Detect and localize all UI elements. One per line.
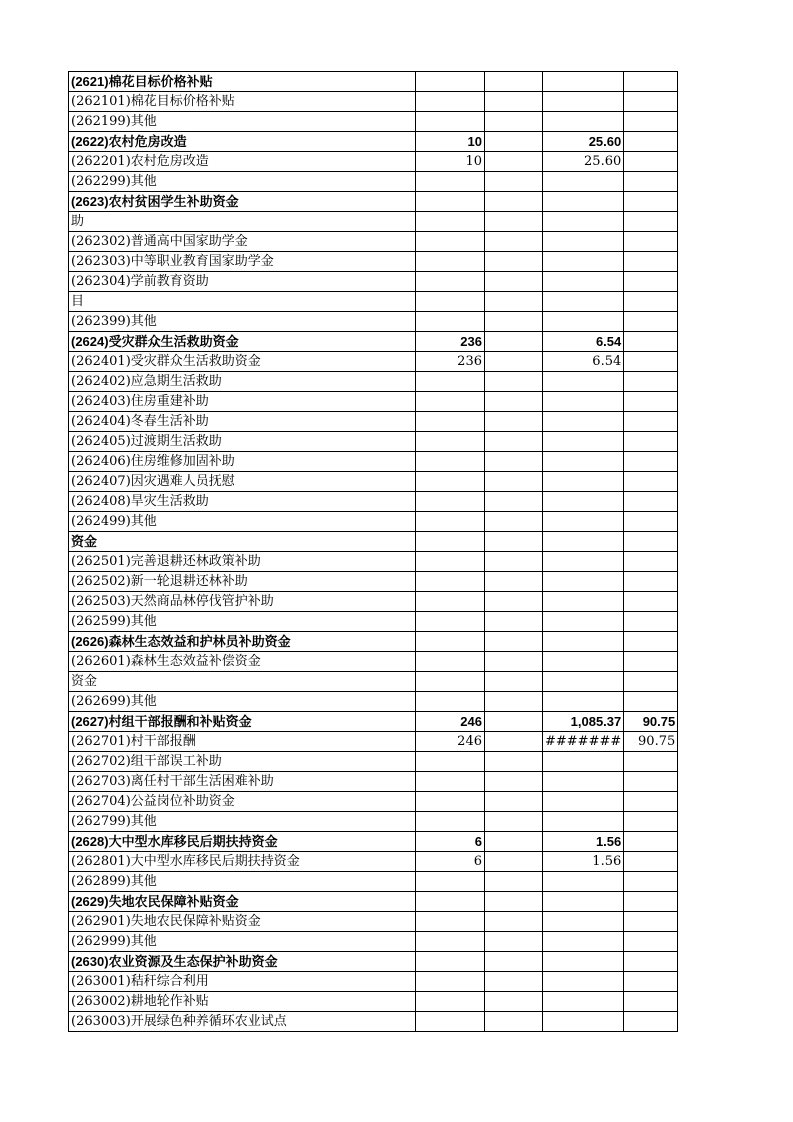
value-cell-1: 6 bbox=[416, 852, 485, 872]
value-cell-3 bbox=[543, 72, 624, 92]
value-cell-1 bbox=[416, 972, 485, 992]
value-cell-2 bbox=[485, 392, 543, 412]
value-cell-1 bbox=[416, 72, 485, 92]
row-name-cell: (2621)棉花目标价格补贴 bbox=[69, 72, 416, 92]
value-cell-3 bbox=[543, 432, 624, 452]
value-cell-4 bbox=[624, 992, 678, 1012]
item-row bbox=[69, 492, 678, 512]
value-cell-1 bbox=[416, 1012, 485, 1032]
row-name-cell: (263003)开展绿色种养循环农业试点 bbox=[69, 1012, 416, 1032]
row-name-cell: (262704)公益岗位补助资金 bbox=[69, 792, 416, 812]
row-name-cell: (262302)普通高中国家助学金 bbox=[69, 232, 416, 252]
value-cell-4 bbox=[624, 772, 678, 792]
item-row bbox=[69, 272, 678, 292]
value-cell-4 bbox=[624, 232, 678, 252]
value-cell-4 bbox=[624, 852, 678, 872]
row-name-cell: (262699)其他 bbox=[69, 692, 416, 712]
value-cell-1 bbox=[416, 692, 485, 712]
value-cell-4 bbox=[624, 312, 678, 332]
value-cell-4 bbox=[624, 472, 678, 492]
value-cell-3 bbox=[543, 552, 624, 572]
category-row bbox=[69, 952, 678, 972]
value-cell-1 bbox=[416, 252, 485, 272]
value-cell-4 bbox=[624, 212, 678, 232]
value-cell-2 bbox=[485, 332, 543, 352]
value-cell-2 bbox=[485, 212, 543, 232]
value-cell-2 bbox=[485, 792, 543, 812]
row-name-cell: (2622)农村危房改造 bbox=[69, 132, 416, 152]
value-cell-1 bbox=[416, 492, 485, 512]
value-cell-3 bbox=[543, 652, 624, 672]
value-cell-2 bbox=[485, 552, 543, 572]
budget-table bbox=[68, 71, 678, 1032]
value-cell-4 bbox=[624, 172, 678, 192]
item-row bbox=[69, 572, 678, 592]
row-name-cell: (262799)其他 bbox=[69, 812, 416, 832]
value-cell-1: 246 bbox=[416, 732, 485, 752]
value-cell-4 bbox=[624, 452, 678, 472]
value-cell-4 bbox=[624, 912, 678, 932]
value-cell-3 bbox=[543, 292, 624, 312]
value-cell-4 bbox=[624, 932, 678, 952]
value-cell-1 bbox=[416, 592, 485, 612]
row-name-cell: (262304)学前教育资助 bbox=[69, 272, 416, 292]
value-cell-4 bbox=[624, 672, 678, 692]
category-row bbox=[69, 192, 678, 212]
value-cell-1 bbox=[416, 212, 485, 232]
value-cell-3 bbox=[543, 272, 624, 292]
item-row bbox=[69, 352, 678, 372]
value-cell-4 bbox=[624, 952, 678, 972]
item-row bbox=[69, 752, 678, 772]
row-name-cell: (2629)失地农民保障补贴资金 bbox=[69, 892, 416, 912]
value-cell-1 bbox=[416, 612, 485, 632]
row-name-cell: (2627)村组干部报酬和补贴资金 bbox=[69, 712, 416, 732]
value-cell-1: 10 bbox=[416, 132, 485, 152]
value-cell-1 bbox=[416, 272, 485, 292]
value-cell-3 bbox=[543, 672, 624, 692]
value-cell-3 bbox=[543, 752, 624, 772]
value-cell-1: 236 bbox=[416, 332, 485, 352]
item-row bbox=[69, 432, 678, 452]
value-cell-3: 6.54 bbox=[543, 332, 624, 352]
value-cell-1 bbox=[416, 992, 485, 1012]
value-cell-1 bbox=[416, 812, 485, 832]
value-cell-2 bbox=[485, 912, 543, 932]
row-name-cell: (262899)其他 bbox=[69, 872, 416, 892]
row-name-cell: (262901)失地农民保障补贴资金 bbox=[69, 912, 416, 932]
value-cell-4 bbox=[624, 372, 678, 392]
value-cell-3: 25.60 bbox=[543, 132, 624, 152]
item-row bbox=[69, 92, 678, 112]
value-cell-4 bbox=[624, 592, 678, 612]
row-name-cell: (262703)离任村干部生活困难补助 bbox=[69, 772, 416, 792]
value-cell-3: 1.56 bbox=[543, 852, 624, 872]
row-name-cell: (262499)其他 bbox=[69, 512, 416, 532]
value-cell-3 bbox=[543, 472, 624, 492]
value-cell-1 bbox=[416, 872, 485, 892]
value-cell-2 bbox=[485, 272, 543, 292]
value-cell-1 bbox=[416, 192, 485, 212]
value-cell-2 bbox=[485, 372, 543, 392]
value-cell-2 bbox=[485, 532, 543, 552]
item-row bbox=[69, 912, 678, 932]
category-row bbox=[69, 712, 678, 732]
value-cell-1 bbox=[416, 652, 485, 672]
value-cell-1: 236 bbox=[416, 352, 485, 372]
value-cell-3 bbox=[543, 112, 624, 132]
item-row bbox=[69, 312, 678, 332]
item-row bbox=[69, 1012, 678, 1032]
value-cell-3 bbox=[543, 252, 624, 272]
value-cell-3 bbox=[543, 1012, 624, 1032]
value-cell-4 bbox=[624, 972, 678, 992]
value-cell-2 bbox=[485, 172, 543, 192]
row-name-cell: (262406)住房维修加固补助 bbox=[69, 452, 416, 472]
value-cell-4 bbox=[624, 352, 678, 372]
value-cell-3 bbox=[543, 932, 624, 952]
item-row bbox=[69, 212, 678, 232]
value-cell-2 bbox=[485, 252, 543, 272]
row-name-cell: (262399)其他 bbox=[69, 312, 416, 332]
value-cell-4 bbox=[624, 192, 678, 212]
value-cell-3 bbox=[543, 892, 624, 912]
category-row bbox=[69, 892, 678, 912]
value-cell-1 bbox=[416, 552, 485, 572]
value-cell-2 bbox=[485, 812, 543, 832]
value-cell-2 bbox=[485, 452, 543, 472]
row-name-cell: (2628)大中型水库移民后期扶持资金 bbox=[69, 832, 416, 852]
item-row bbox=[69, 292, 678, 312]
row-name-cell: (262801)大中型水库移民后期扶持资金 bbox=[69, 852, 416, 872]
value-cell-4 bbox=[624, 692, 678, 712]
value-cell-3: 25.60 bbox=[543, 152, 624, 172]
item-row bbox=[69, 452, 678, 472]
value-cell-4 bbox=[624, 572, 678, 592]
item-row bbox=[69, 152, 678, 172]
value-cell-3 bbox=[543, 452, 624, 472]
row-name-cell: (2626)森林生态效益和护林员补助资金 bbox=[69, 632, 416, 652]
category-row bbox=[69, 72, 678, 92]
item-row bbox=[69, 852, 678, 872]
value-cell-1 bbox=[416, 772, 485, 792]
value-cell-3 bbox=[543, 92, 624, 112]
item-row bbox=[69, 772, 678, 792]
row-name-cell: (262199)其他 bbox=[69, 112, 416, 132]
value-cell-2 bbox=[485, 92, 543, 112]
row-name-cell: (262503)天然商品林停伐管护补助 bbox=[69, 592, 416, 612]
value-cell-4 bbox=[624, 652, 678, 672]
category-row bbox=[69, 132, 678, 152]
value-cell-4 bbox=[624, 832, 678, 852]
row-name-cell: (262999)其他 bbox=[69, 932, 416, 952]
value-cell-2 bbox=[485, 352, 543, 372]
value-cell-2 bbox=[485, 472, 543, 492]
row-name-cell: 目 bbox=[69, 292, 416, 312]
value-cell-3 bbox=[543, 392, 624, 412]
value-cell-2 bbox=[485, 432, 543, 452]
value-cell-2 bbox=[485, 72, 543, 92]
value-cell-3 bbox=[543, 992, 624, 1012]
value-cell-3: 1,085.37 bbox=[543, 712, 624, 732]
item-row bbox=[69, 812, 678, 832]
row-name-cell: (262702)组干部误工补助 bbox=[69, 752, 416, 772]
row-name-cell: (262403)住房重建补助 bbox=[69, 392, 416, 412]
value-cell-1 bbox=[416, 232, 485, 252]
value-cell-1 bbox=[416, 792, 485, 812]
item-row bbox=[69, 672, 678, 692]
value-cell-2 bbox=[485, 1012, 543, 1032]
row-name-cell: (262599)其他 bbox=[69, 612, 416, 632]
value-cell-2 bbox=[485, 492, 543, 512]
value-cell-3: ####### bbox=[543, 732, 624, 752]
value-cell-2 bbox=[485, 632, 543, 652]
value-cell-2 bbox=[485, 652, 543, 672]
value-cell-2 bbox=[485, 992, 543, 1012]
value-cell-3 bbox=[543, 872, 624, 892]
row-name-cell: (263001)秸秆综合利用 bbox=[69, 972, 416, 992]
value-cell-1 bbox=[416, 92, 485, 112]
value-cell-4 bbox=[624, 412, 678, 432]
value-cell-4 bbox=[624, 892, 678, 912]
value-cell-3 bbox=[543, 192, 624, 212]
value-cell-4 bbox=[624, 272, 678, 292]
value-cell-1 bbox=[416, 472, 485, 492]
value-cell-1: 246 bbox=[416, 712, 485, 732]
item-row bbox=[69, 112, 678, 132]
value-cell-4 bbox=[624, 92, 678, 112]
value-cell-3 bbox=[543, 792, 624, 812]
item-row bbox=[69, 992, 678, 1012]
row-name-cell: (262299)其他 bbox=[69, 172, 416, 192]
value-cell-4 bbox=[624, 1012, 678, 1032]
value-cell-4 bbox=[624, 612, 678, 632]
item-row bbox=[69, 472, 678, 492]
row-name-cell: (262501)完善退耕还林政策补助 bbox=[69, 552, 416, 572]
row-name-cell: 助 bbox=[69, 212, 416, 232]
value-cell-1 bbox=[416, 932, 485, 952]
value-cell-4 bbox=[624, 292, 678, 312]
value-cell-3: 1.56 bbox=[543, 832, 624, 852]
value-cell-4: 90.75 bbox=[624, 712, 678, 732]
row-name-cell: (262408)旱灾生活救助 bbox=[69, 492, 416, 512]
row-name-cell: (262201)农村危房改造 bbox=[69, 152, 416, 172]
value-cell-2 bbox=[485, 572, 543, 592]
row-name-cell: (2623)农村贫困学生补助资金 bbox=[69, 192, 416, 212]
value-cell-3 bbox=[543, 532, 624, 552]
value-cell-3 bbox=[543, 692, 624, 712]
value-cell-1 bbox=[416, 172, 485, 192]
value-cell-2 bbox=[485, 692, 543, 712]
value-cell-3 bbox=[543, 812, 624, 832]
value-cell-4 bbox=[624, 392, 678, 412]
value-cell-3 bbox=[543, 372, 624, 392]
row-name-cell: (262303)中等职业教育国家助学金 bbox=[69, 252, 416, 272]
value-cell-2 bbox=[485, 132, 543, 152]
value-cell-4 bbox=[624, 792, 678, 812]
row-name-cell: (262401)受灾群众生活救助资金 bbox=[69, 352, 416, 372]
item-row bbox=[69, 732, 678, 752]
value-cell-1 bbox=[416, 752, 485, 772]
value-cell-1 bbox=[416, 532, 485, 552]
value-cell-2 bbox=[485, 292, 543, 312]
category-row bbox=[69, 632, 678, 652]
value-cell-2 bbox=[485, 872, 543, 892]
row-name-cell: (262402)应急期生活救助 bbox=[69, 372, 416, 392]
value-cell-4 bbox=[624, 72, 678, 92]
value-cell-2 bbox=[485, 112, 543, 132]
row-name-cell: 资金 bbox=[69, 532, 416, 552]
value-cell-3 bbox=[543, 592, 624, 612]
value-cell-3 bbox=[543, 172, 624, 192]
value-cell-1 bbox=[416, 672, 485, 692]
row-name-cell: (262101)棉花目标价格补贴 bbox=[69, 92, 416, 112]
item-row bbox=[69, 392, 678, 412]
row-name-cell: 资金 bbox=[69, 672, 416, 692]
item-row bbox=[69, 412, 678, 432]
item-row bbox=[69, 612, 678, 632]
value-cell-1 bbox=[416, 312, 485, 332]
value-cell-4: 90.75 bbox=[624, 732, 678, 752]
value-cell-2 bbox=[485, 152, 543, 172]
value-cell-2 bbox=[485, 832, 543, 852]
item-row bbox=[69, 972, 678, 992]
value-cell-3 bbox=[543, 312, 624, 332]
value-cell-2 bbox=[485, 712, 543, 732]
row-name-cell: (262701)村干部报酬 bbox=[69, 732, 416, 752]
value-cell-4 bbox=[624, 132, 678, 152]
item-row bbox=[69, 372, 678, 392]
value-cell-1 bbox=[416, 572, 485, 592]
item-row bbox=[69, 592, 678, 612]
row-name-cell: (262407)因灾遇难人员抚慰 bbox=[69, 472, 416, 492]
value-cell-3 bbox=[543, 412, 624, 432]
value-cell-1 bbox=[416, 292, 485, 312]
value-cell-1 bbox=[416, 392, 485, 412]
item-row bbox=[69, 652, 678, 672]
value-cell-2 bbox=[485, 412, 543, 432]
row-name-cell: (263002)耕地轮作补贴 bbox=[69, 992, 416, 1012]
value-cell-1 bbox=[416, 912, 485, 932]
item-row bbox=[69, 512, 678, 532]
value-cell-2 bbox=[485, 852, 543, 872]
value-cell-2 bbox=[485, 592, 543, 612]
value-cell-4 bbox=[624, 152, 678, 172]
value-cell-1 bbox=[416, 372, 485, 392]
row-name-cell: (262405)过渡期生活救助 bbox=[69, 432, 416, 452]
value-cell-1: 6 bbox=[416, 832, 485, 852]
item-row bbox=[69, 232, 678, 252]
value-cell-2 bbox=[485, 892, 543, 912]
value-cell-2 bbox=[485, 512, 543, 532]
value-cell-3 bbox=[543, 572, 624, 592]
item-row bbox=[69, 872, 678, 892]
item-row bbox=[69, 792, 678, 812]
item-row bbox=[69, 172, 678, 192]
value-cell-2 bbox=[485, 672, 543, 692]
value-cell-3 bbox=[543, 612, 624, 632]
value-cell-2 bbox=[485, 732, 543, 752]
value-cell-1 bbox=[416, 432, 485, 452]
value-cell-4 bbox=[624, 492, 678, 512]
value-cell-1 bbox=[416, 512, 485, 532]
value-cell-2 bbox=[485, 192, 543, 212]
category-row bbox=[69, 832, 678, 852]
value-cell-4 bbox=[624, 332, 678, 352]
value-cell-1 bbox=[416, 952, 485, 972]
value-cell-2 bbox=[485, 932, 543, 952]
value-cell-3 bbox=[543, 972, 624, 992]
row-name-cell: (262404)冬春生活补助 bbox=[69, 412, 416, 432]
value-cell-4 bbox=[624, 632, 678, 652]
value-cell-3 bbox=[543, 212, 624, 232]
item-row bbox=[69, 932, 678, 952]
value-cell-4 bbox=[624, 812, 678, 832]
value-cell-1 bbox=[416, 632, 485, 652]
budget-table-body bbox=[69, 72, 678, 1032]
row-name-cell: (262502)新一轮退耕还林补助 bbox=[69, 572, 416, 592]
value-cell-4 bbox=[624, 512, 678, 532]
value-cell-1 bbox=[416, 452, 485, 472]
row-name-cell: (2624)受灾群众生活救助资金 bbox=[69, 332, 416, 352]
value-cell-2 bbox=[485, 612, 543, 632]
value-cell-2 bbox=[485, 312, 543, 332]
value-cell-1 bbox=[416, 112, 485, 132]
value-cell-4 bbox=[624, 532, 678, 552]
value-cell-3 bbox=[543, 912, 624, 932]
value-cell-2 bbox=[485, 772, 543, 792]
value-cell-2 bbox=[485, 952, 543, 972]
row-name-cell: (2630)农业资源及生态保护补助资金 bbox=[69, 952, 416, 972]
value-cell-2 bbox=[485, 972, 543, 992]
value-cell-3: 6.54 bbox=[543, 352, 624, 372]
value-cell-3 bbox=[543, 492, 624, 512]
item-row bbox=[69, 552, 678, 572]
value-cell-4 bbox=[624, 872, 678, 892]
value-cell-4 bbox=[624, 252, 678, 272]
value-cell-1: 10 bbox=[416, 152, 485, 172]
value-cell-1 bbox=[416, 892, 485, 912]
value-cell-3 bbox=[543, 232, 624, 252]
row-name-cell: (262601)森林生态效益补偿资金 bbox=[69, 652, 416, 672]
value-cell-4 bbox=[624, 552, 678, 572]
value-cell-2 bbox=[485, 232, 543, 252]
value-cell-3 bbox=[543, 512, 624, 532]
value-cell-3 bbox=[543, 632, 624, 652]
item-row bbox=[69, 252, 678, 272]
value-cell-4 bbox=[624, 432, 678, 452]
value-cell-2 bbox=[485, 752, 543, 772]
value-cell-3 bbox=[543, 952, 624, 972]
category-row bbox=[69, 532, 678, 552]
value-cell-1 bbox=[416, 412, 485, 432]
item-row bbox=[69, 692, 678, 712]
value-cell-3 bbox=[543, 772, 624, 792]
category-row bbox=[69, 332, 678, 352]
value-cell-4 bbox=[624, 112, 678, 132]
value-cell-4 bbox=[624, 752, 678, 772]
